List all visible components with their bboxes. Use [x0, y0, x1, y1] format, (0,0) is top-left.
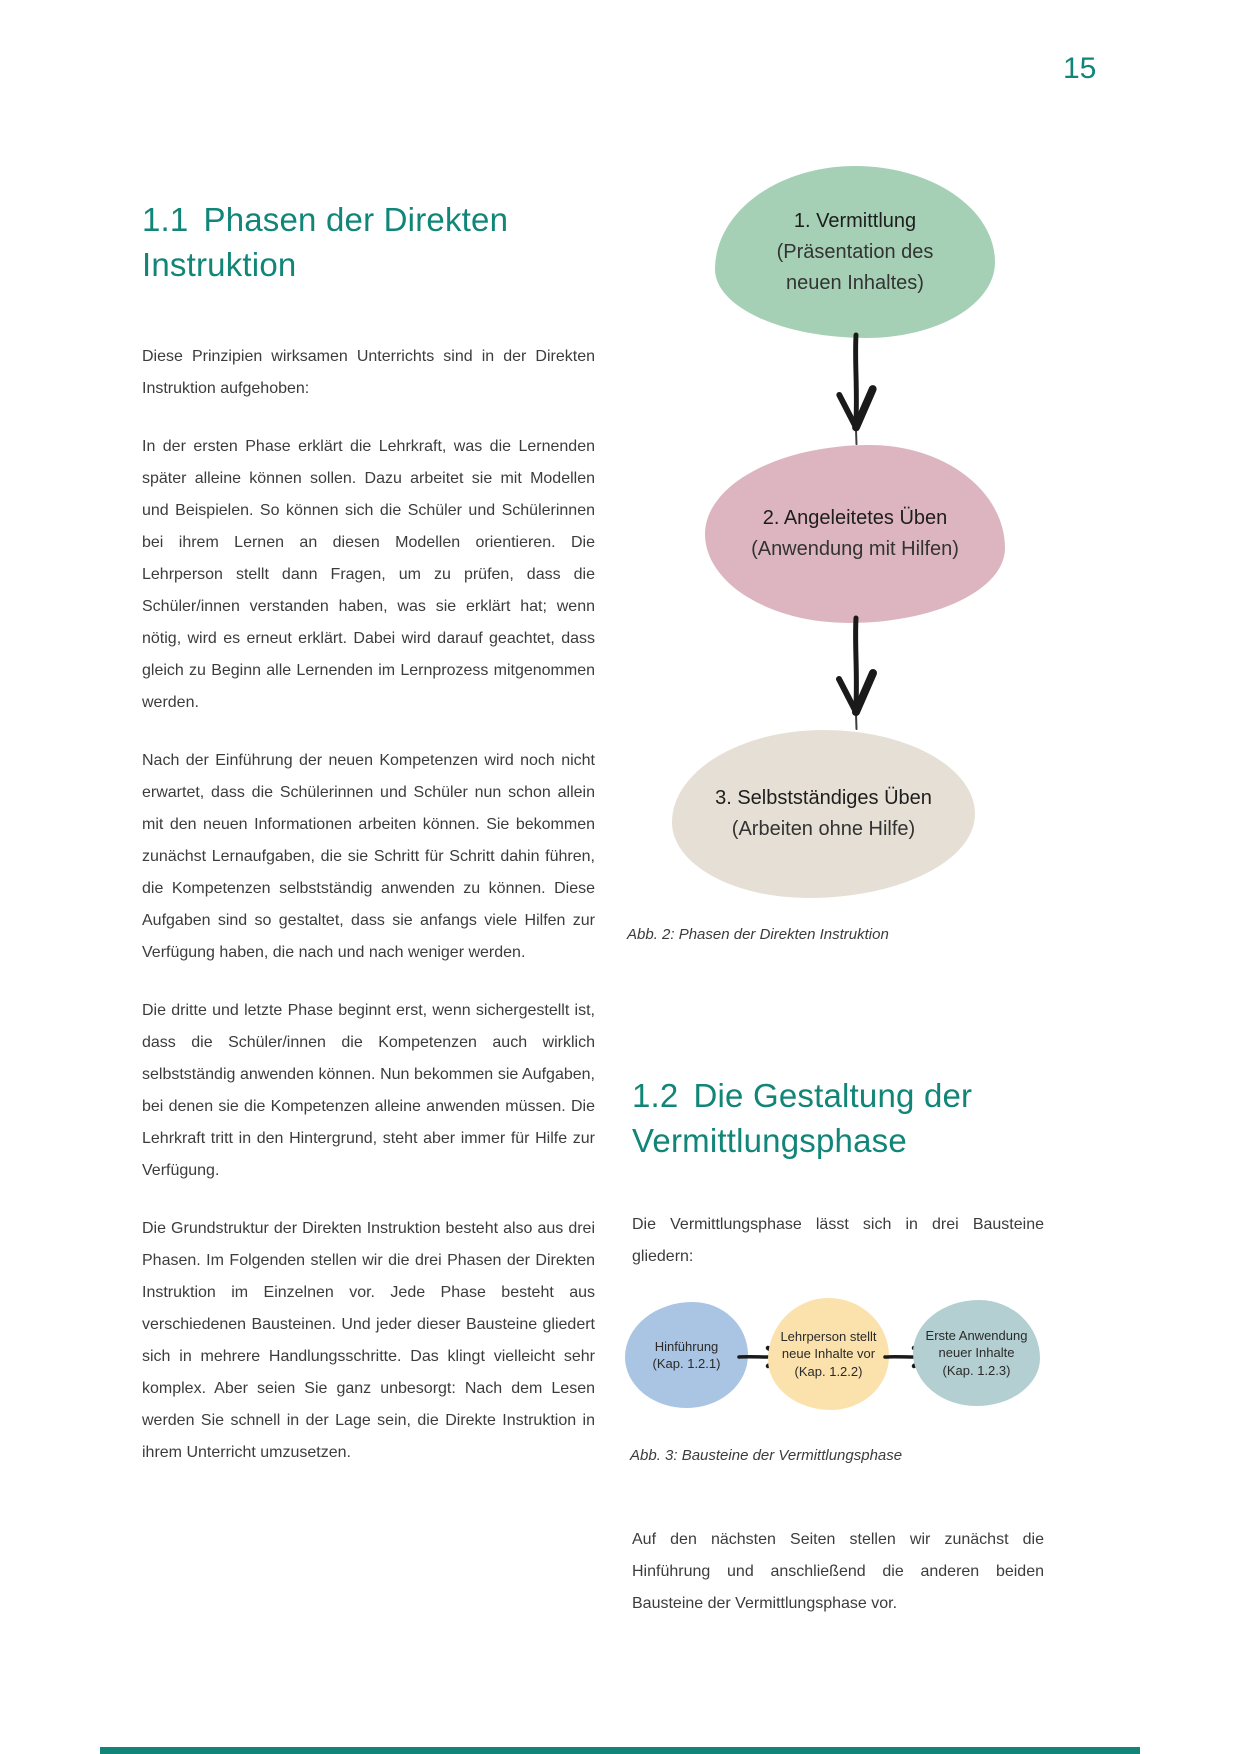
flow-node-erste-anwendung [913, 1300, 1040, 1406]
section-heading-1-1 [142, 197, 595, 287]
paragraph: In der ersten Phase erklärt die Lehrkraft, was die Lernenden später alleine können sollen. Dazu arbeitet sie mit Modellen und Beispielen. So können sich die Schüler und Schülerinnen bei ihrem Lernen an diesen Modellen orientieren. Die Lehrperson stellt dann Fragen, um zu prüfen, dass die Schüler/innen verstanden haben, was sie erklärt hat; wenn nötig, wird es erneut erklärt. Dabei wird darauf geachtet, dass gleich zu Beginn alle Lernenden im Lernprozess mitgenommen werden. [142, 438, 595, 711]
flow-node-line: neue Inhalte vor [781, 1346, 876, 1362]
flow-node-line: (Kap. 1.2.2) [794, 1363, 863, 1379]
flow-node-line: Lehrperson stellt [780, 1328, 877, 1344]
flow-node-selbststaendiges-ueben [672, 730, 975, 898]
section-1-1-body [142, 341, 595, 1495]
section-heading-1-2 [632, 1073, 1052, 1163]
flow-node-subtitle: neuen Inhaltes) [786, 271, 924, 294]
outro-paragraph: Auf den nächsten Seiten stellen wir zunächst die Hinführung und anschließend die anderen beiden Bausteine der Vermittlungsphase vor. [632, 1531, 1044, 1612]
page-number: 15 [1063, 52, 1097, 85]
flow-node-line: neuer Inhalte [938, 1345, 1015, 1361]
flow-node-title: 2. Angeleitetes Üben [762, 507, 948, 529]
paragraph: Nach der Einführung der neuen Kompetenzen wird noch nicht erwartet, dass die Schülerinnen und Schüler nun schon allein mit den neuen Informationen arbeiten können. Sie bekommen zunächst Lernaufgaben, die sie Schritt für Schritt dahin führen, die Kompetenzen selbstständig anwenden zu können. Diese Aufgaben sind so gestaltet, dass sie anfangs viele Hilfen zur Verfügung haben, die nach und nach weniger werden. [142, 752, 595, 961]
flow-node-line: (Kap. 1.2.1) [652, 1356, 721, 1371]
section-title: Die Gestaltung der Vermittlungsphase [632, 1077, 973, 1159]
flow-node-title: 3. Selbstständiges Üben [715, 787, 932, 809]
flow-node-subtitle: (Anwendung mit Hilfen) [751, 538, 959, 560]
paragraph: Die dritte und letzte Phase beginnt erst, wenn sichergestellt ist, dass die Schüler/innen die Kompetenzen auch wirklich selbstständig anwenden können. Nun bekommen sie Aufgaben, bei denen sie die Kompetenzen alleine anwenden müssen. Die Lehrkraft tritt in den Hintergrund, steht aber immer für Hilfe zur Verfügung. [142, 1002, 595, 1179]
flow-node-line: Erste Anwendung [925, 1327, 1028, 1343]
figure-3-caption: Abb. 3: Bausteine der Vermittlungsphase [630, 1447, 903, 1464]
arrow-down-icon [831, 612, 881, 738]
paragraph: Diese Prinzipien wirksamen Unterrichts sind in der Direkten Instruktion aufgehoben: [142, 348, 595, 397]
flow-node-line: Hinführung [654, 1338, 719, 1354]
flow-node-subtitle: (Arbeiten ohne Hilfe) [731, 818, 916, 840]
flow-node-subtitle: (Präsentation des [776, 240, 934, 263]
intro-paragraph: Die Vermittlungsphase lässt sich in drei Bausteine gliedern: [632, 1216, 1044, 1265]
flow-node-lehrperson-stellt-inhalte-vor [768, 1298, 889, 1410]
section-number: 1.1 [142, 201, 189, 238]
section-title: Phasen der Direkten Instruktion [142, 201, 509, 283]
paragraph: Die Grundstruktur der Direkten Instruktion besteht also aus drei Phasen. Im Folgenden stellen wir die drei Phasen der Direkten Instruktion im Einzelnen vor. Jede Phase besteht aus verschiedenen Bausteinen. Und jeder dieser Bausteine gliedert sich in mehrere Handlungsschritte. Das klingt vielleicht sehr komplex. Aber seien Sie ganz unbesorgt: Nach dem Lesen werden Sie schnell in der Lage sein, die Direkte Instruktion in ihrem Unterricht umzusetzen. [142, 1220, 595, 1461]
figure-2 [627, 160, 1045, 960]
footer-bar [100, 1747, 1140, 1754]
figure-3 [625, 1296, 1045, 1426]
flow-node-vermittlung [715, 166, 995, 338]
arrow-down-icon [831, 332, 881, 450]
figure-2-caption: Abb. 2: Phasen der Direkten Instruktion [627, 926, 889, 943]
section-number: 1.2 [632, 1077, 679, 1114]
flow-node-angeleitetes-ueben [705, 445, 1005, 623]
flow-node-title: 1. Vermittlung [793, 209, 917, 232]
flow-node-hinfuehrung [625, 1302, 748, 1408]
flow-node-line: (Kap. 1.2.3) [942, 1362, 1011, 1378]
